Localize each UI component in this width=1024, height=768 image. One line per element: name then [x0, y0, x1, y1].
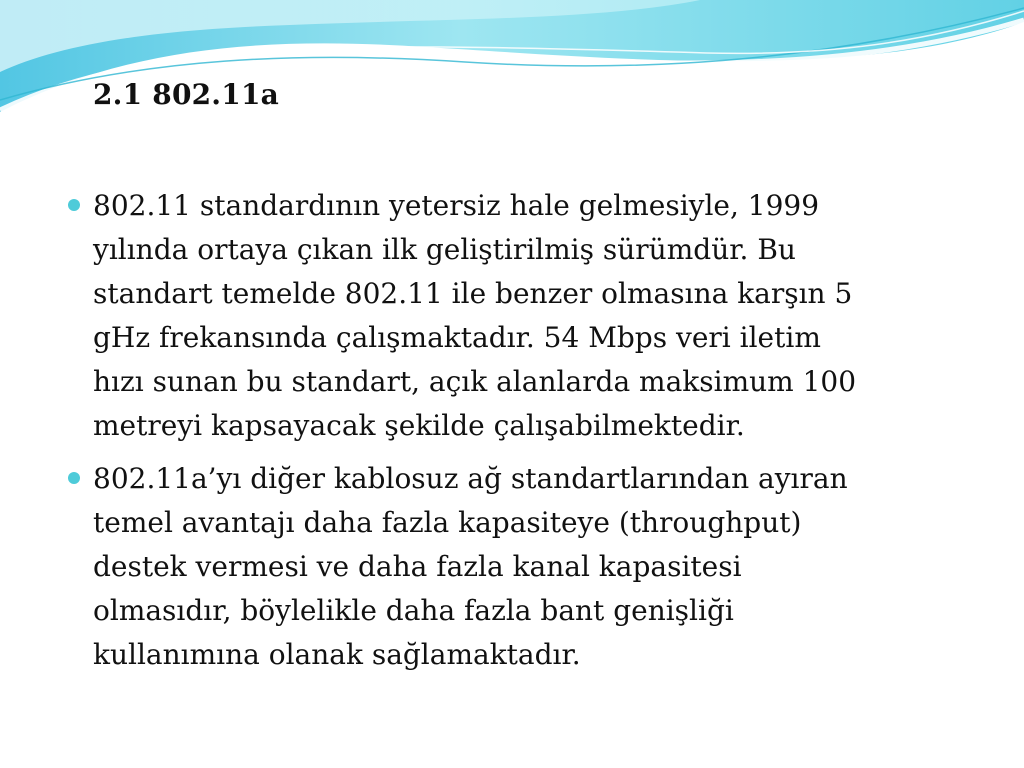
bullet-dot-icon — [68, 472, 80, 484]
slide-title: 2.1 802.11a — [93, 78, 279, 111]
bullet-dot-icon — [68, 199, 80, 211]
bullet-item — [60, 457, 950, 677]
bullet-list — [60, 184, 950, 686]
bullet-text: 802.11a’yı diğer kablosuz ağ standartlarından ayıran temel avantajı daha fazla kapasiteye (throughput) destek vermesi ve daha fazla kanal kapasitesi olmasıdır, böylelikle daha fazla bant genişliği kullanımına olanak sağlamaktadır. — [93, 462, 848, 671]
bullet-item — [60, 184, 950, 448]
bullet-text: 802.11 standardının yetersiz hale gelmesiyle, 1999 yılında ortaya çıkan ilk geliştirilmiş sürümdür. Bu standart temelde 802.11 ile benzer olmasına karşın 5 gHz frekansında çalışmaktadır. 54 Mbps veri iletim hızı sunan bu standart, açık alanlarda maksimum 100 metreyi kapsayacak şekilde çalışabilmektedir. — [93, 189, 857, 442]
